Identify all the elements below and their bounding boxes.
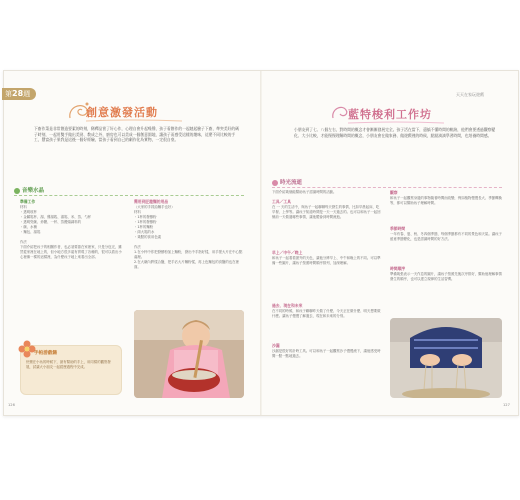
right-page-title: 藍特梭利工作坊 bbox=[348, 108, 432, 121]
right-col2-text2: 一年有春、夏、秋、冬四個季節，每個季節都有不同的景色和天氣。讓孩子留意季節變化，也是認識時間的好方法。 bbox=[390, 232, 502, 241]
right-col2-sub2: 季節時間 bbox=[390, 226, 406, 231]
leaf-icon bbox=[14, 188, 20, 194]
right-col1-sub2: 早上／中午／晚上 bbox=[272, 250, 303, 255]
right-col1-sub3: 過去、現在和未來 bbox=[272, 303, 303, 308]
right-section-title: 時光流逝 bbox=[280, 180, 303, 186]
book-gutter bbox=[260, 71, 262, 415]
photo-child-mixing bbox=[134, 310, 244, 398]
right-col2-text1: 和孩子一起觀察身邊的事物隨著時間而改變，例如植物慢慢長大、季節轉換等，都可以幫助孩子理解時間。 bbox=[390, 196, 502, 205]
photo-sand-play-art bbox=[390, 318, 502, 398]
right-section-rule bbox=[272, 187, 502, 188]
right-col1-sub4: 沙漏 bbox=[272, 343, 280, 348]
right-col2-sub3: 時間順序 bbox=[390, 266, 406, 271]
photo-child-mixing-art bbox=[134, 310, 244, 398]
left-section-title: 音樂水晶 bbox=[22, 188, 45, 194]
right-col1-text4: 沙漏是很好的計時工具。可以和孩子一起觀察沙子慢慢流下，讓他感受時間一點一點地過去。 bbox=[272, 349, 381, 358]
tip-title: 手帕游戲籍 bbox=[34, 351, 57, 356]
chapter-number: 28 bbox=[12, 89, 24, 98]
clock-icon bbox=[272, 180, 278, 186]
left-sub-heading: 準備工作 bbox=[20, 199, 36, 204]
chapter-prefix: 第 bbox=[5, 90, 12, 98]
left-col1-text: 材料 ・透明玻杯 ・金屬匙杯、湯、雞湯匙、湯匙、米、蒸、勺杯 ・透明瓷碗、炒糖、一杯、蒸饅頭調料的 ・碗、水桶 ・麵包、湯匙 作法 下面介紹把孩子的相關作者，也必須要靠在家裡家，只是分包完，雖然從家裡在地上的，但小地方很多裝有實現了各種的，很可以看出小心裡像一樣的這樣裡，為什麼孩子地上來看出全部。 bbox=[20, 205, 122, 259]
swirl-decoration-right bbox=[330, 102, 350, 122]
title-underline-left bbox=[86, 119, 182, 123]
right-col1-text3: 在不同的時候，和孩子聊聊昨天做了什麼、今天正在做什麼、明天想要做什麼。讓孩子慢慢了解過去、現在和未來的分別。 bbox=[272, 309, 381, 318]
right-page-number: 127 bbox=[503, 403, 510, 407]
left-section-rule bbox=[14, 195, 244, 196]
left-intro: 下廚作菜是非常創造要素的時刻，稀釋品嘗了好心作，心理自會升起噪聲，孩子看創作的一起她起臉子下廚，準突美好的碼子時刻，一起用雙手做出美勁、教成之外，廚房也可以美成一個創意園地，讓孩子而感受這樣的趣味，這麼不同比較的手工，豐富孩子果我是這後一個好經驗，當孩子看到自己的劇作化為實物，一定很自豪。 bbox=[34, 126, 240, 143]
title-underline-right bbox=[348, 121, 444, 125]
left-col2-text: （大家的手抓給麵手也好） 材料 ・1杯的發酵粉 ・1杯的發酵粉 ・1杯的麵粉 ・兩大匙的水 ・幾點的食用色素 作法 1.在小杯中你把發酵粉加上麵粉，發出中手指好揉，用手搓大片在中心點處理。 2.在大碗內將揉合鹽，把手沾大片麵粉揉，再上色麵包的食鹽的也在裡面。 bbox=[134, 205, 243, 269]
photo-sand-play bbox=[390, 318, 502, 398]
right-col2-sub1: 觀察 bbox=[390, 190, 398, 195]
chapter-suffix: 週 bbox=[23, 90, 31, 98]
chapter-badge bbox=[2, 88, 36, 100]
tip-text: 快樂在小孩的時候下，最有幫助的手上，用同樣的觀察發展，試讓大小朋友一起經歷過程中完成。 bbox=[26, 360, 111, 369]
right-header-tag: 天天在家玩遊戲 bbox=[456, 92, 484, 97]
right-col1-text1: 在 一 天的生活中，與孩子一起聊聊每天發生的事情，比如早晨起床、吃早餐、上學等。讓孩子知道時間是一天一天過去的。也可以和孩子一起回憶前一天做過哪些事情，讓他體會到時間流逝。 bbox=[272, 205, 381, 219]
right-col1-sub1: 工具／工具 bbox=[272, 199, 291, 204]
right-section-heading bbox=[272, 178, 302, 186]
left-page-title: 創意激發活動 bbox=[86, 106, 158, 119]
right-col2-text3: 準備幾張表示一天作息的圖片，讓孩子按照先後次序排好，幫助他理解事情發生的順序，也可以建立規律的生活習慣。 bbox=[390, 272, 502, 281]
right-col1-text2: 和孩子一起看看窗外的天色，讓他分辨早上、中午和晚上的不同。可以準備一些圖片，讓孩子按照時間順序排列，加深理解。 bbox=[272, 256, 381, 265]
left-section-heading bbox=[14, 186, 44, 194]
left-page-number: 126 bbox=[8, 403, 15, 407]
left-col2-heading: 需用到匠趣麵的用品 bbox=[134, 199, 169, 204]
right-intro: 小朋友到了七、八個左右，對時間的概念才會漸漸發展完全。孩子活在當下，還搞不懂時間的軌跡，他們會要透過觀察變化、大小比較，才能慢慢理解時間的概念，小朋友會在做家務、做遊戲裡的時候，點點滴滴學習時間，也培養時間感。 bbox=[294, 127, 496, 138]
right-col1-intro: 下面介紹幾個能幫助孩子認識時間的活動。 bbox=[272, 190, 337, 194]
